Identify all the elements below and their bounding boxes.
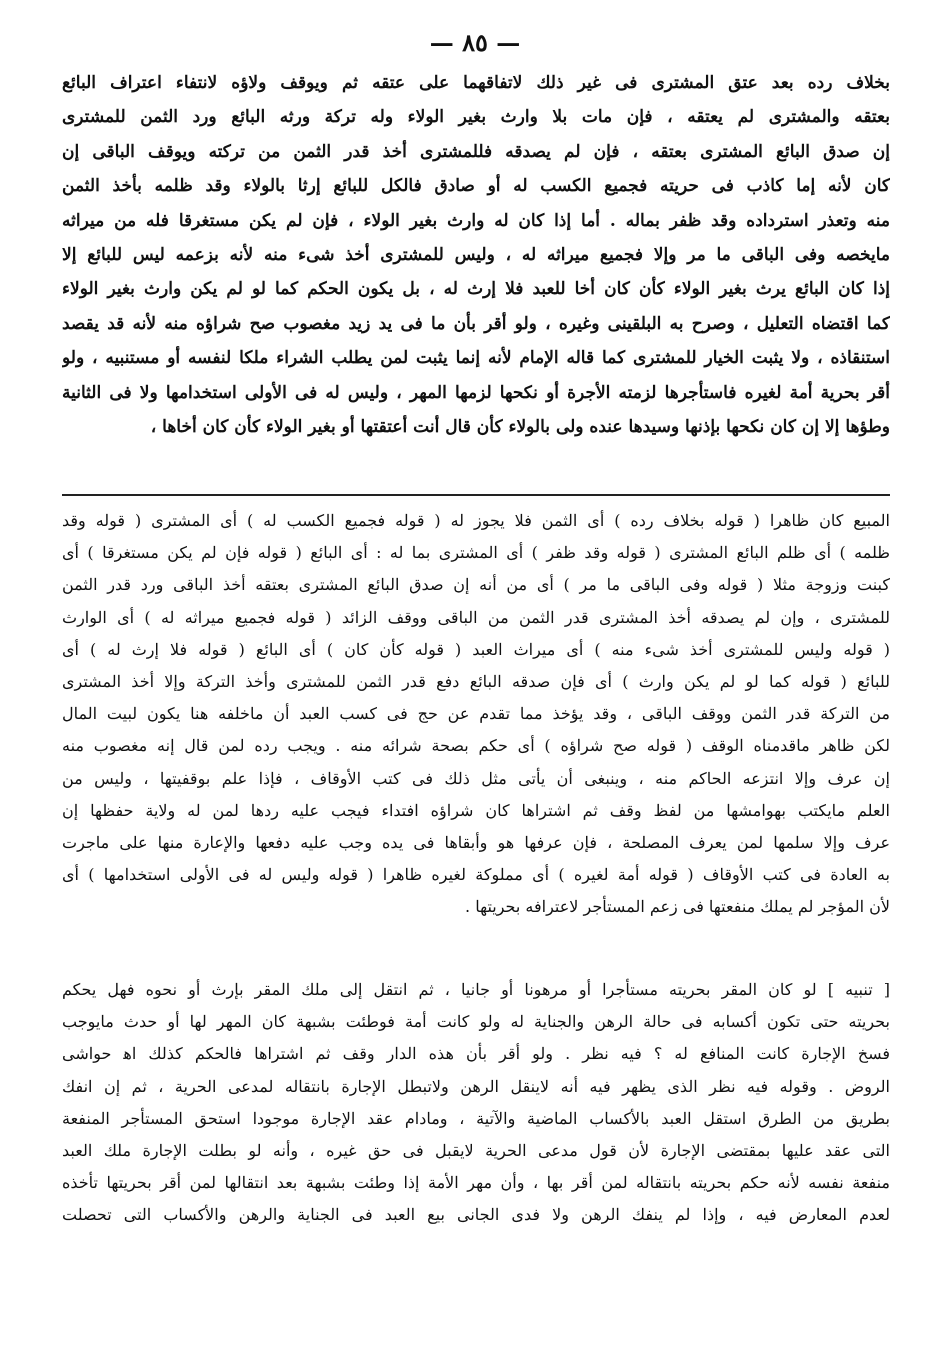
main-text-line: كما اقتضاه التعليل ، وصرح به البلقينى وغيره ، ولو أقر بأن ما فى يد زيد مغصوب صح شراؤه منه لأنه قد يقصد xyxy=(62,313,890,334)
tanbih-line: منفعة نفسه لأنه حكم بحريته بانتقاله لمن أقر بها ، وأن مهر الأمة إذا وطئت بشبهة بعد انتقالها لمن أقر بحريتها تأخذه xyxy=(62,1173,890,1193)
commentary-line: العلم مايكتب بهوامشها من لفظ وقف ثم اشتراها كان شراؤه افتداء فيجب عليه ردها لمن له ولاية حفظها إن xyxy=(62,800,890,820)
main-text-line: استنقاذه ، ولا يثبت الخيار للمشترى كما قاله الإمام لأنه إنما يثبت لمن يطلب الشراء ملكا لنفسه أو مستنبيه ، ولو xyxy=(62,348,890,369)
tanbih-line: الروض . وقوله فيه نظر الذى يظهر فيه أنه لاينقل الرهن ولاتبطل الإجارة بانتقاله لمدعى الحرية ، ثم إن انفك xyxy=(62,1076,890,1096)
commentary-block xyxy=(62,505,890,923)
main-text-line: وطؤها إلا إن كان نكحها بإذنها وسيدها عنده ولى بالولاء كأن قال أنت أعتقتها أو بغير الولاء كأن كان أخاها ، xyxy=(150,416,890,437)
tanbih-line: لعدم المعارض فيه ، وإذا لم ينفك الرهن ولا فدى الجانى بيع العبد فى الجناية والرهن والأكساب التى تحصلت xyxy=(62,1205,890,1225)
commentary-line: لأن المؤجر لم يملك منفعتها فى زعم المستأجر لاعترافه بحريتها . xyxy=(465,897,890,917)
tanbih-line: بحريته حتى تكون أكسابه فى حالة الرهن والجناية له ولو كانت أمة فوطئت بشبهة كان المهر لها أو حدث مايوجب xyxy=(62,1012,890,1032)
commentary-line: به العادة فى كتب الأوقاف ( قوله أمة لغيره ) أى مملوكة لغيره ظاهرا ( قوله وليس له فى الأولى استخدامها ) أى xyxy=(62,865,890,885)
main-text-line: بعتقه والمشترى لم يعتقه ، فإن مات بلا وارث بغير الولاء وله تركة ورثه البائع ورد الثمن للمشترى xyxy=(62,107,890,128)
commentary-line: المبيع كان ظاهرا ( قوله بخلاف رده ) أى الثمن فلا يجوز له ( قوله فجميع الكسب له ) أى المشترى ( قوله وقد xyxy=(62,511,890,530)
main-text-line: منه وتعذر استرداده وقد ظفر بماله . أما إذا كان له وارث بغير الولاء ، فإن لم يكن مستغرقا فله من ميراثه xyxy=(62,210,890,231)
commentary-line: كبنت وزوجة مثلا ( قوله وفى الباقى ما مر ) أى من أنه إن صدق البائع المشترى بعتقه أخذ الباقى ورد قدر الثمن xyxy=(62,575,890,595)
main-text-line: إن صدق البائع المشترى بعتقه ، فإن لم يصدقه فللمشترى أخذ قدر الثمن من تركته ويوقف الباقى إن xyxy=(62,141,890,162)
commentary-line: للمشترى ، وإن لم يصدقه أخذ المشترى قدر الثمن من الباقى ووقف الزائد ( قوله فجميع ميراثه له ) أى الوارث xyxy=(62,607,890,627)
section-divider xyxy=(62,494,890,496)
tanbih-line: [ تنبيه ] لو كان المقر بحريته مستأجرا أو مرهونا أو جانيا ، ثم انتقل إلى ملك المقر بإرث أو نحوه فهل يحكم xyxy=(62,980,890,999)
commentary-line: من التركة قدر الثمن ووقف الباقى ، وقد يؤخذ مما تقدم عن حج فى كسب العبد أن ماخلفه هنا يكون لبيت المال xyxy=(62,704,890,724)
commentary-line: للبائع ( قوله كما لو لم يكن وارث ) أى فإن صدقه البائع دفع قدر الثمن للمشترى وأخذ التركة وإلا أخذ المشترى xyxy=(62,671,890,691)
tanbih-block xyxy=(62,974,890,1232)
commentary-line: لكن ظاهر ماقدمناه الوقف ( قوله صح شراؤه ) أى حكم بصحة شرائه منه . ويجب رده لمن قال إنه مغصوب منه xyxy=(62,736,890,756)
commentary-line: ( قوله وليس للمشترى أخذ شىء منه ) أى ميراث العبد ( قوله كأن كان ) أى البائع ( قوله فلا إرث له ) أى xyxy=(62,639,890,659)
main-text-line: إذا كان البائع يرث بغير الولاء كأن كان أخا للعبد فلا إرث له ، بل يكون الحكم كما لو لم يكن وارث بغير الولاء xyxy=(62,279,890,300)
main-text-block xyxy=(62,66,890,444)
commentary-line: إن عرف وإلا انتزعه الحاكم منه ، وينبغى أن يأتى مثل ذلك فى كتب الأوقاف ، فإذا علم بوقفيتها ، وليس من xyxy=(62,768,890,788)
commentary-line: عرف وإلا سلمها لمن يعرف المصلحة ، فإن عرفها هو وأبقاها فى يده وجب عليه دفعها والإعارة منها على ماجرت xyxy=(62,832,890,852)
commentary-line: ظلمه ) أى ظلم البائع المشترى ( قوله وقد ظفر ) أى المشترى بما له : أى البائع ( قوله فإن لم يكن مستغرقا ) أى xyxy=(62,543,890,563)
main-text-line: مايخصه وفى الباقى ما مر وإلا فجميع ميراثه له ، وليس للمشترى أخذ شىء منه لأنه بزعمه ليس للبائع إلا xyxy=(62,244,890,265)
page-number: — ٨٥ — xyxy=(429,28,521,57)
tanbih-line: بطريق من الطرق استقل العبد بالأكساب الماضية والآتية ، ومادام عقد الإجارة موجودا استحق المستأجر المنفعة xyxy=(62,1108,890,1128)
main-text-line: بخلاف رده بعد عتق المشترى فى غير ذلك لاتفاقهما على عتقه ثم ويوقف ولاؤه لانتفاء اعتراف البائع xyxy=(62,73,890,93)
tanbih-line: فسخ الإجارة كانت المنافع له ؟ فيه نظر . ولو أقر بأن هذه الدار وقف ثم اشتراها فالحكم كذلك اﻫ حواشى xyxy=(62,1044,890,1064)
tanbih-line: التى عقد عليها بمقتضى الإجارة لأن قول مدعى الحرية لايقبل فى حق غيره ، وأنه لو بطلت الإجارة ملك العبد xyxy=(62,1140,890,1160)
main-text-line: أقر بحرية أمة لغيره فاستأجرها لزمته الأجرة أو نكحها لزمها المهر ، وليس له فى الأولى استخدامها ولا فى الثانية xyxy=(62,382,890,403)
main-text-line: كان لأنه إما كاذب فى حريته فجميع الكسب له أو صادق فالكل للبائع إرثا بالولاء وقد ظلمه بأخذ الثمن xyxy=(62,176,890,197)
